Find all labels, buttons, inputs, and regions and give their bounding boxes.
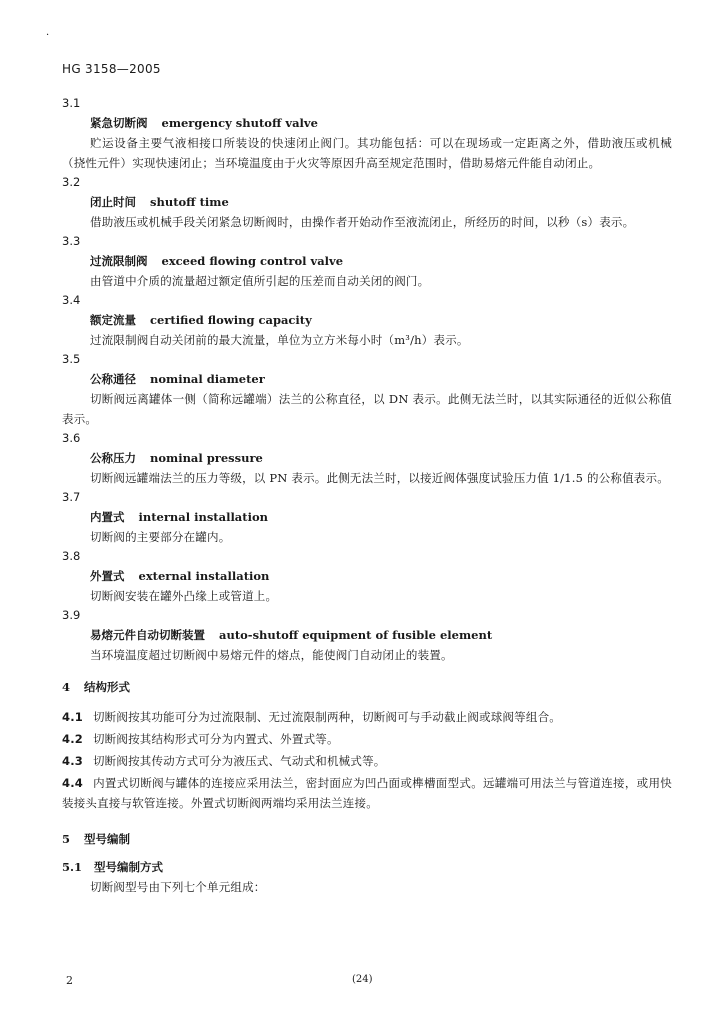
definition-entry <box>62 488 672 547</box>
term-english: nominal pressure <box>150 451 263 465</box>
clause-number: 4.1 <box>62 710 83 724</box>
section-number: 4 <box>62 680 71 694</box>
subsection-5-1-text: 切断阀型号由下列七个单元组成： <box>90 880 266 894</box>
definition-entry <box>62 232 672 291</box>
term-english: external installation <box>138 569 270 583</box>
definition-entry <box>62 429 672 488</box>
definition-text: 切断阀的主要部分在罐内。 <box>90 530 231 544</box>
term-chinese: 闭止时间 <box>90 195 136 209</box>
term-english: internal installation <box>138 510 268 524</box>
clause-text: 切断阀按其传动方式可分为液压式、气动式和机械式等。 <box>92 754 386 768</box>
clause <box>62 729 672 749</box>
definition-term <box>62 448 672 468</box>
section-title: 型号编制 <box>84 832 131 846</box>
definition-entry <box>62 606 672 665</box>
definition-number: 3.2 <box>62 175 81 189</box>
definition-term <box>62 192 672 212</box>
clause-number: 4.3 <box>62 754 83 768</box>
term-chinese: 额定流量 <box>90 313 136 327</box>
page-number: 2 <box>66 974 73 987</box>
term-chinese: 过流限制阀 <box>90 254 148 268</box>
definition-term <box>62 566 672 586</box>
section-4-heading <box>62 677 672 697</box>
clause-text: 切断阀按其结构形式可分为内置式、外置式等。 <box>92 732 339 746</box>
document-header: HG 3158—2005 <box>62 62 161 76</box>
definition-number: 3.3 <box>62 234 81 248</box>
document-body <box>62 94 672 897</box>
definition-text: 贮运设备主要气液相接口所装设的快速闭止阀门。其功能包括：可以在现场或一定距离之外，借助液压或机械（挠性元件）实现快速闭止；当环境温度由于火灾等原因升高至规定范围时，借助易熔元件能自动闭止。 <box>62 136 672 170</box>
subsection-title: 型号编制方式 <box>94 860 164 874</box>
definition-number: 3.4 <box>62 293 81 307</box>
section-4-clauses <box>62 707 672 813</box>
definition-entry <box>62 173 672 232</box>
clause <box>62 773 672 813</box>
definition-text: 借助液压或机械手段关闭紧急切断阀时，由操作者开始动作至液流闭止，所经历的时间，以秒（s）表示。 <box>90 215 635 229</box>
section-5-heading <box>62 829 672 849</box>
term-english: certified flowing capacity <box>150 313 312 327</box>
definition-term <box>62 625 672 645</box>
definition-number: 3.8 <box>62 549 81 563</box>
definition-term <box>62 369 672 389</box>
term-english: emergency shutoff valve <box>161 116 318 130</box>
definition-text: 切断阀远离罐体一侧（简称远罐端）法兰的公称直径，以 DN 表示。此侧无法兰时，以其实际通径的近似公称值表示。 <box>62 392 672 426</box>
clause-number: 4.4 <box>62 776 83 790</box>
term-english: auto-shutoff equipment of fusible element <box>219 628 493 642</box>
page-number-center: (24) <box>352 974 373 985</box>
term-english: nominal diameter <box>150 372 265 386</box>
clause-text: 内置式切断阀与罐体的连接应采用法兰，密封面应为凹凸面或榫槽面型式。远罐端可用法兰与管道连接，或用快装接头直接与软管连接。外置式切断阀两端均采用法兰连接。 <box>62 776 672 810</box>
subsection-number: 5.1 <box>62 860 83 874</box>
term-chinese: 外置式 <box>90 569 125 583</box>
definition-number: 3.1 <box>62 96 81 110</box>
definition-term <box>62 507 672 527</box>
term-english: shutoff time <box>150 195 229 209</box>
clause-text: 切断阀按其功能可分为过流限制、无过流限制两种，切断阀可与手动截止阀或球阀等组合。 <box>92 710 561 724</box>
definition-term <box>62 251 672 271</box>
definition-number: 3.5 <box>62 352 81 366</box>
subsection-5-1-heading <box>62 857 672 877</box>
definition-entry <box>62 94 672 173</box>
definition-number: 3.7 <box>62 490 81 504</box>
term-chinese: 内置式 <box>90 510 125 524</box>
corner-mark: · <box>46 30 50 41</box>
definition-number: 3.6 <box>62 431 81 445</box>
definition-text: 过流限制阀自动关闭前的最大流量，单位为立方米每小时（m³/h）表示。 <box>90 333 469 347</box>
definition-entry <box>62 350 672 429</box>
definition-text: 切断阀安装在罐外凸缘上或管道上。 <box>90 589 278 603</box>
section-number: 5 <box>62 832 71 846</box>
definition-text: 当环境温度超过切断阀中易熔元件的熔点，能使阀门自动闭止的装置。 <box>90 648 453 662</box>
definition-text: 切断阀远罐端法兰的压力等级，以 PN 表示。此侧无法兰时，以接近阀体强度试验压力值 1/1.5 的公称值表示。 <box>90 471 669 485</box>
clause <box>62 707 672 727</box>
definition-entry <box>62 547 672 606</box>
term-chinese: 紧急切断阀 <box>90 116 148 130</box>
definition-text: 由管道中介质的流量超过额定值所引起的压差而自动关闭的阀门。 <box>90 274 430 288</box>
definition-term <box>62 113 672 133</box>
definitions-list <box>62 94 672 665</box>
section-title: 结构形式 <box>84 680 131 694</box>
definition-number: 3.9 <box>62 608 81 622</box>
term-chinese: 公称压力 <box>90 451 136 465</box>
term-chinese: 公称通径 <box>90 372 136 386</box>
definition-entry <box>62 291 672 350</box>
definition-term <box>62 310 672 330</box>
term-chinese: 易熔元件自动切断装置 <box>90 628 205 642</box>
term-english: exceed flowing control valve <box>161 254 344 268</box>
clause <box>62 751 672 771</box>
clause-number: 4.2 <box>62 732 83 746</box>
